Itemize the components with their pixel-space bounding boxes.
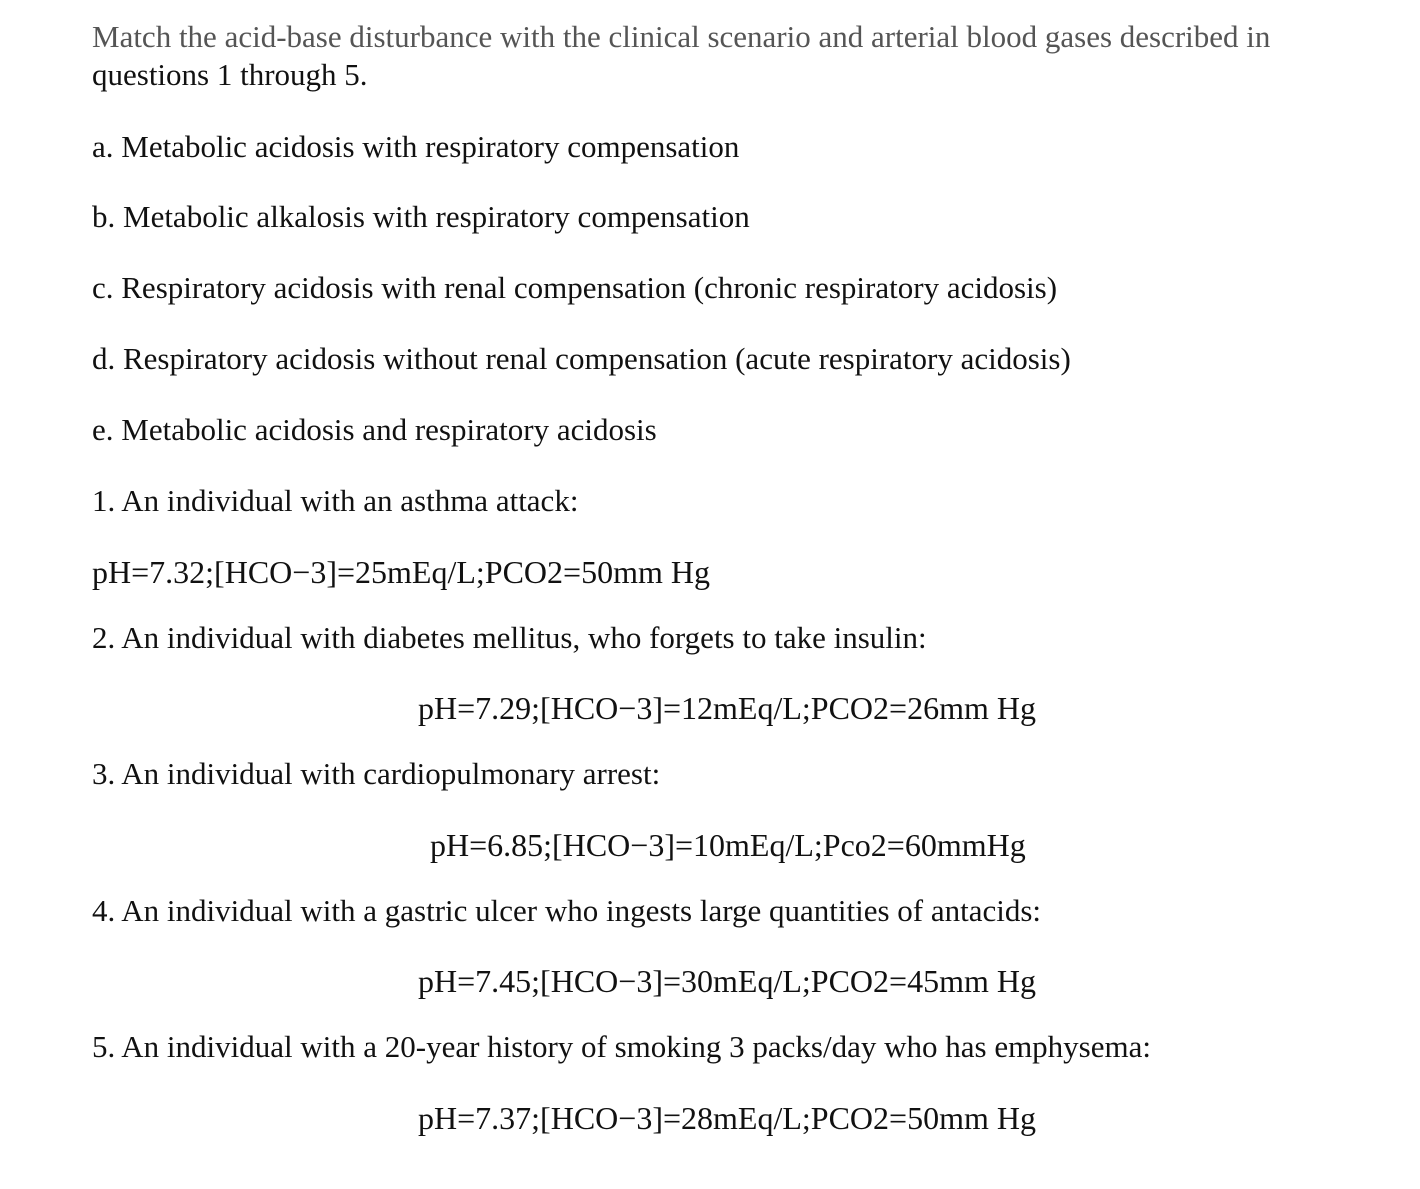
question-5-values: pH=7.37;[HCO−3]=28mEq/L;PCO2=50mm Hg <box>418 1100 1036 1136</box>
option-c: c. Respiratory acidosis with renal compensation (chronic respiratory acidosis) <box>92 270 1058 305</box>
question-4-values: pH=7.45;[HCO−3]=30mEq/L;PCO2=45mm Hg <box>418 963 1036 999</box>
intro-line-2: questions 1 through 5. <box>92 57 368 92</box>
option-e: e. Metabolic acidosis and respiratory acidosis <box>92 412 657 447</box>
option-a: a. Metabolic acidosis with respiratory compensation <box>92 129 740 164</box>
question-2-values: pH=7.29;[HCO−3]=12mEq/L;PCO2=26mm Hg <box>418 690 1036 726</box>
question-3-values: pH=6.85;[HCO−3]=10mEq/L;Pco2=60mmHg <box>430 827 1026 863</box>
question-1-prompt: 1. An individual with an asthma attack: <box>92 483 579 518</box>
intro-line-1: Match the acid-base disturbance with the clinical scenario and arterial blood gases described in <box>92 19 1271 54</box>
question-5-prompt: 5. An individual with a 20-year history of smoking 3 packs/day who has emphysema: <box>92 1029 1151 1064</box>
question-2-prompt: 2. An individual with diabetes mellitus, who forgets to take insulin: <box>92 620 927 655</box>
option-d: d. Respiratory acidosis without renal compensation (acute respiratory acidosis) <box>92 341 1071 376</box>
option-b: b. Metabolic alkalosis with respiratory compensation <box>92 199 750 234</box>
question-1-values: pH=7.32;[HCO−3]=25mEq/L;PCO2=50mm Hg <box>92 554 710 590</box>
question-3-prompt: 3. An individual with cardiopulmonary arrest: <box>92 756 661 791</box>
question-4-prompt: 4. An individual with a gastric ulcer who ingests large quantities of antacids: <box>92 893 1042 928</box>
